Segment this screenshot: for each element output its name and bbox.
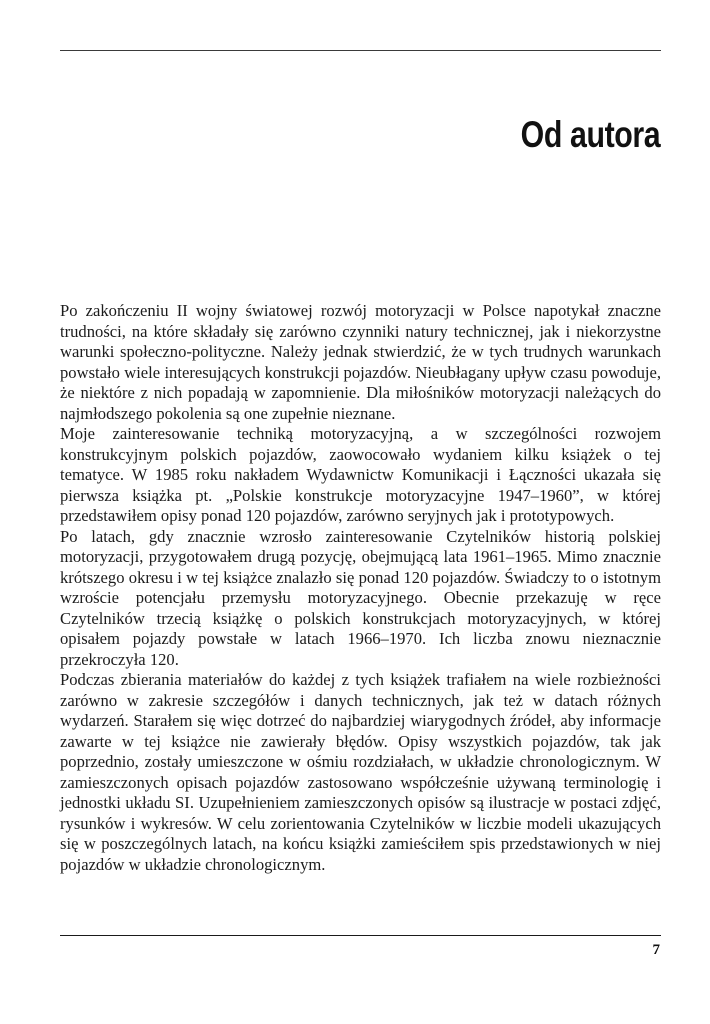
page-title: Od autora xyxy=(520,114,660,155)
body-text xyxy=(60,301,661,875)
page-number: 7 xyxy=(652,942,660,958)
paragraph: Podczas zbierania materiałów do każdej z tych książek trafiałem na wiele rozbieżności zarówno w zakresie szczegółów i danych technicznych, jak też w datach różnych wydarzeń. Starałem się więc dotrzeć do najbardziej wiarygodnych źródeł, aby informacje zawarte w tej książce nie zawierały błędów. Opisy wszystkich pojazdów, tak jak poprzednio, zostały umieszczone w ośmiu rozdziałach, w układzie chronologicznym. W zamieszczonych opisach pojazdów zastosowano współcześnie używaną terminologię i jednostki układu SI. Uzupełnieniem zamieszczonych opisów są ilustracje w postaci zdjęć, rysunków i wykresów. W celu zorientowania Czytelników w liczbie modeli ukazujących się w poszczególnych latach, na końcu książki zamieściłem spis przedstawionych w niej pojazdów w układzie chronologicznym. xyxy=(60,670,661,874)
bottom-rule xyxy=(60,935,661,936)
paragraph: Po zakończeniu II wojny światowej rozwój motoryzacji w Polsce napotykał znaczne trudności, na które składały się zarówno czynniki natury technicznej, jak i niekorzystne warunki społeczno-polityczne. Należy jednak stwierdzić, że w tych trudnych warunkach powstało wiele interesujących konstrukcji pojazdów. Nieubłagany upływ czasu powoduje, że niektóre z nich popadają w zapomnienie. Dla miłośników motoryzacji należących do najmłodszego pokolenia są one zupełnie nieznane. xyxy=(60,301,661,423)
top-rule xyxy=(60,50,661,51)
paragraph: Moje zainteresowanie techniką motoryzacyjną, a w szczególności rozwojem konstrukcyjnym polskich pojazdów, zaowocowało wydaniem kilku książek o tej tematyce. W 1985 roku nakładem Wydawnictw Komunikacji i Łączności ukazała się pierwsza książka pt. „Polskie konstrukcje motoryzacyjne 1947–1960”, w której przedstawiłem opisy ponad 120 pojazdów, zarówno seryjnych jak i prototypowych. xyxy=(60,424,661,525)
paragraph: Po latach, gdy znacznie wzrosło zainteresowanie Czytelników historią polskiej motoryzacji, przygotowałem drugą pozycję, obejmującą lata 1961–1965. Mimo znacznie krótszego okresu i w tej książce znalazło się ponad 120 pojazdów. Świadczy to o istotnym wzroście potencjału przemysłu motoryzacyjnego. Obecnie przekazuję w ręce Czytelników trzecią książkę o polskich konstrukcjach motoryzacyjnych, w której opisałem pojazdy powstałe w latach 1966–1970. Ich liczba znowu nieznacznie przekroczyła 120. xyxy=(60,526,661,669)
